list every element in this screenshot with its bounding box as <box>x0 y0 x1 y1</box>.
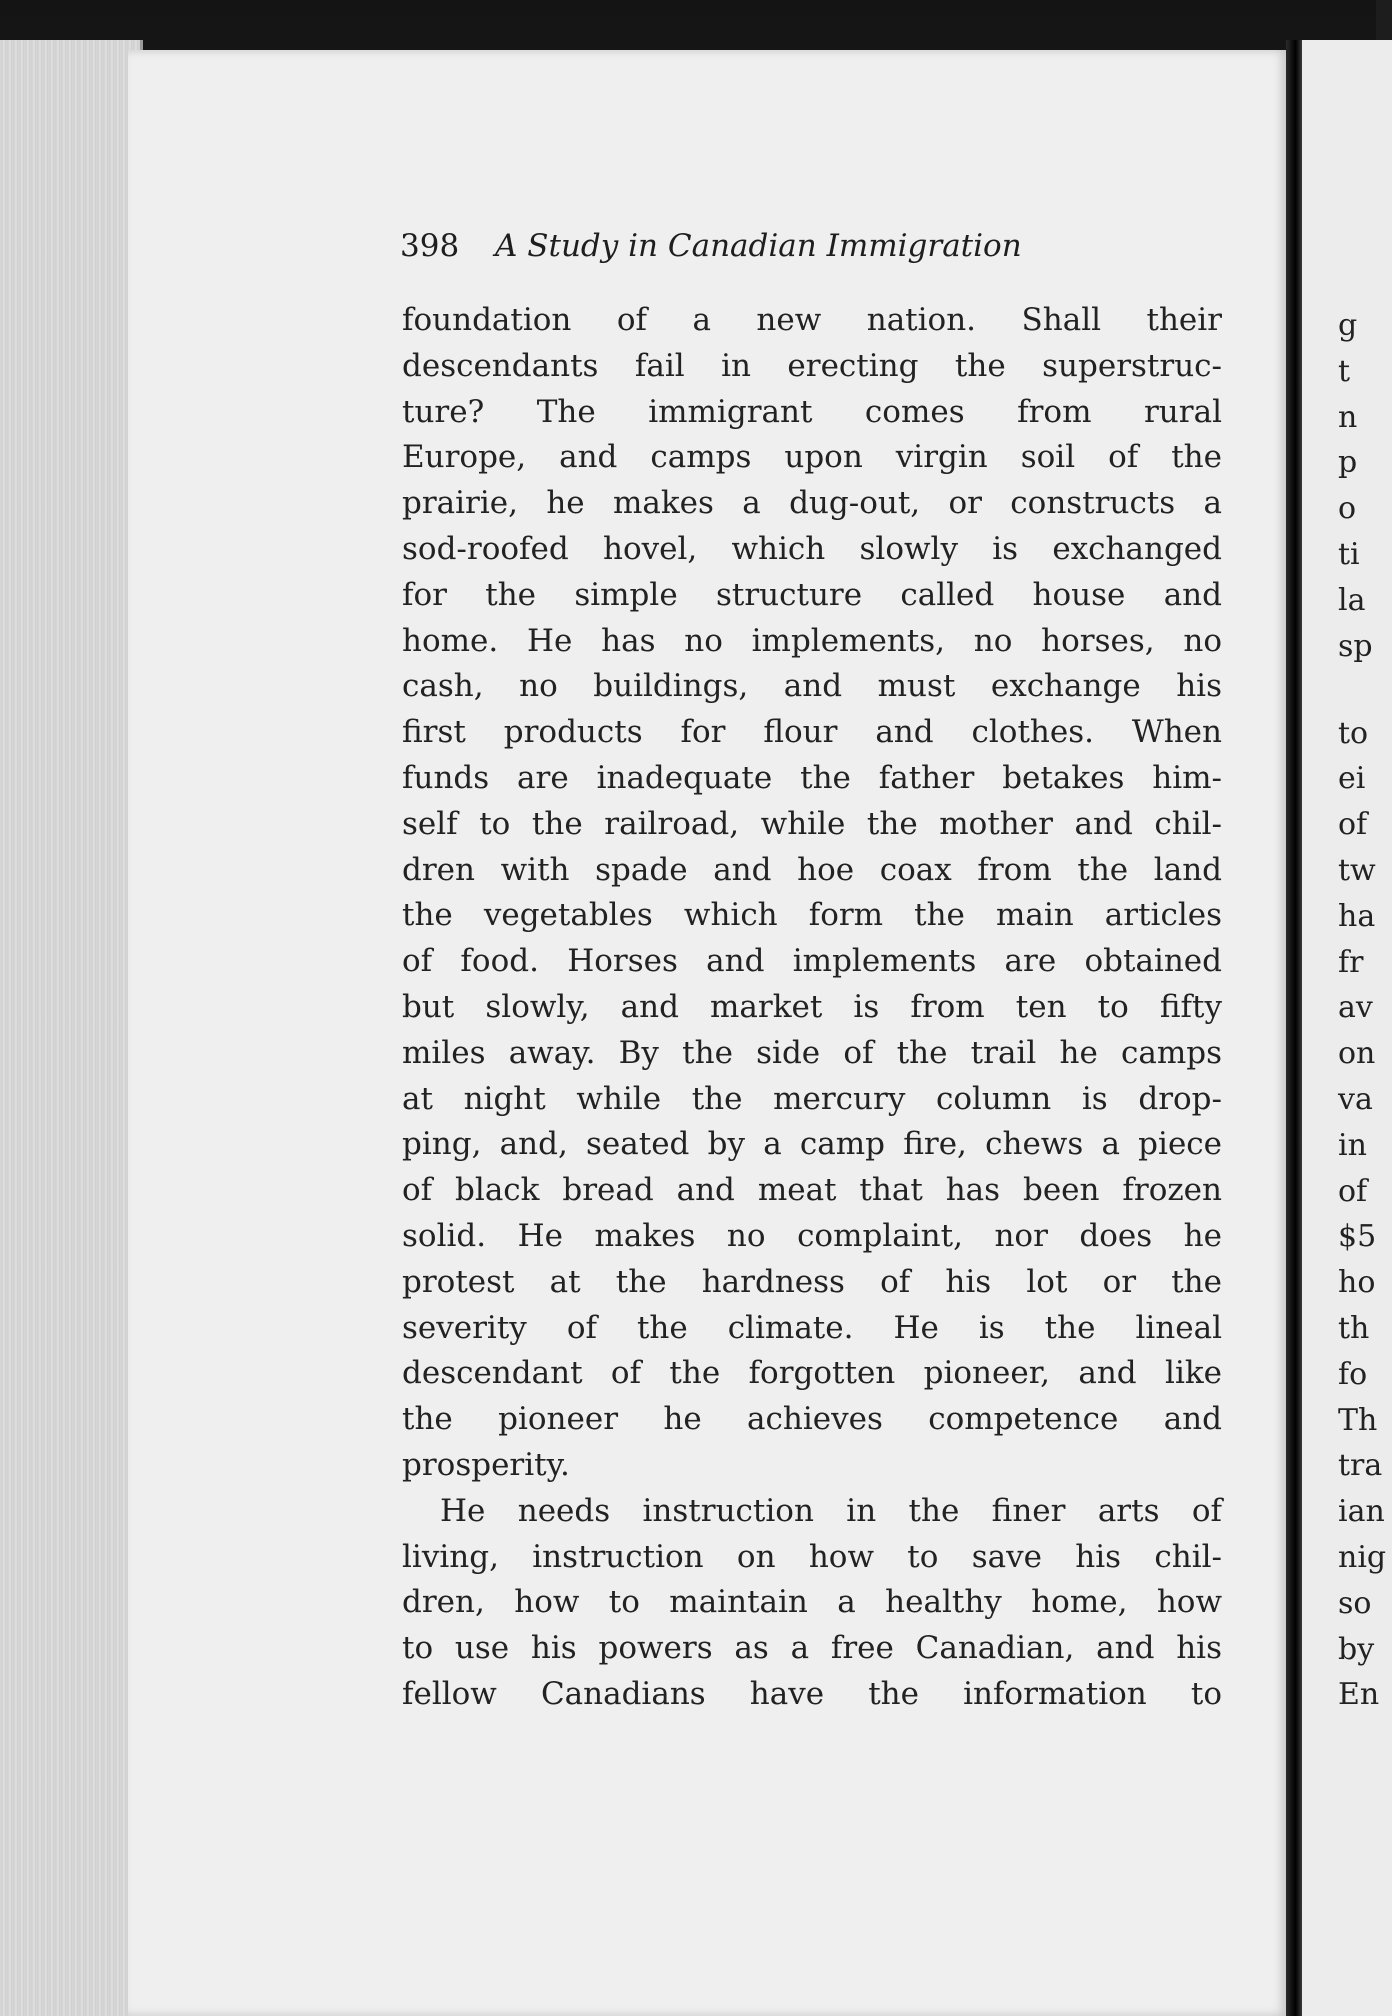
text-line: sod-roofed hovel, which slowly is exchanged <box>402 530 1222 567</box>
text-line: at night while the mercury column is drop- <box>402 1080 1222 1117</box>
text-line: but slowly, and market is from ten to fifty <box>402 988 1222 1025</box>
adjacent-page-line-fragment: ho <box>1338 1265 1376 1301</box>
book-gutter <box>1286 40 1302 2016</box>
adjacent-page-line-fragment: fo <box>1338 1356 1368 1392</box>
text-line: for the simple structure called house and <box>402 576 1222 613</box>
adjacent-page-line-fragment: p <box>1338 445 1358 481</box>
adjacent-page-line-fragment: t <box>1338 353 1351 389</box>
adjacent-page-line-fragment: th <box>1338 1311 1370 1347</box>
page-number: 398 <box>400 228 460 264</box>
text-line: dren with spade and hoe coax from the land <box>402 851 1222 888</box>
adjacent-page-line-fragment: En <box>1338 1677 1380 1713</box>
text-line: ture? The immigrant comes from rural <box>402 393 1222 430</box>
adjacent-page-line-fragment: fr <box>1338 944 1364 980</box>
adjacent-page-line-fragment: to <box>1338 715 1369 751</box>
adjacent-page-line-fragment: av <box>1338 990 1373 1026</box>
text-line: dren, how to maintain a healthy home, how <box>402 1584 1222 1621</box>
text-line: foundation of a new nation. Shall their <box>402 302 1222 338</box>
text-line: funds are inadequate the father betakes him- <box>402 759 1222 796</box>
text-line: miles away. By the side of the trail he camps <box>402 1034 1222 1071</box>
adjacent-page-line-fragment: by <box>1338 1631 1375 1667</box>
text-line: first products for flour and clothes. When <box>402 714 1222 751</box>
text-line: protest at the hardness of his lot or the <box>402 1263 1222 1300</box>
text-line: Europe, and camps upon virgin soil of the <box>402 439 1222 476</box>
text-line: self to the railroad, while the mother and chil- <box>402 805 1222 842</box>
adjacent-page-line-fragment: ha <box>1338 898 1376 934</box>
paragraph-end-line: prosperity. <box>402 1446 570 1483</box>
text-line: severity of the climate. He is the lineal <box>402 1309 1222 1346</box>
text-line: prairie, he makes a dug-out, or constructs a <box>402 485 1222 522</box>
text-line: of food. Horses and implements are obtained <box>402 943 1222 980</box>
adjacent-page-line-fragment: la <box>1338 582 1366 618</box>
text-line: the pioneer he achieves competence and <box>402 1401 1222 1438</box>
adjacent-page-line-fragment: Th <box>1338 1402 1378 1438</box>
adjacent-page-line-fragment: $5 <box>1338 1219 1377 1255</box>
adjacent-page-fragment <box>1302 40 1392 2016</box>
text-line: solid. He makes no complaint, nor does he <box>402 1217 1222 1254</box>
adjacent-page-line-fragment: of <box>1338 1173 1368 1209</box>
text-line: descendants fail in erecting the superstruc- <box>402 347 1222 384</box>
adjacent-page-line-fragment: n <box>1338 399 1358 435</box>
adjacent-page-line-fragment: tw <box>1338 853 1376 889</box>
book-page-edges <box>0 40 143 2016</box>
text-line: descendant of the forgotten pioneer, and like <box>402 1355 1222 1392</box>
adjacent-page-line-fragment: nig <box>1338 1540 1387 1576</box>
adjacent-page-line-fragment: of <box>1338 807 1368 843</box>
running-title: A Study in Canadian Immigration <box>495 228 1022 264</box>
text-line: living, instruction on how to save his chil- <box>402 1538 1222 1575</box>
adjacent-page-line-fragment: in <box>1338 1127 1367 1163</box>
text-line: home. He has no implements, no horses, no <box>402 622 1222 659</box>
adjacent-page-line-fragment: on <box>1338 1036 1376 1072</box>
text-line: of black bread and meat that has been frozen <box>402 1172 1222 1209</box>
paragraph-start-line: He needs instruction in the finer arts of <box>440 1492 1222 1529</box>
text-line: fellow Canadians have the information to <box>402 1675 1222 1712</box>
page-header <box>400 228 1140 272</box>
adjacent-page-line-fragment: ti <box>1338 537 1360 572</box>
text-line: the vegetables which form the main articles <box>402 897 1222 934</box>
text-line: ping, and, seated by a camp fire, chews a piece <box>402 1126 1222 1163</box>
body-text <box>402 298 1222 1718</box>
adjacent-page-line-fragment: o <box>1338 491 1357 527</box>
adjacent-page-line-fragment: g <box>1338 308 1358 343</box>
adjacent-page-line-fragment: ei <box>1338 761 1366 797</box>
adjacent-page-line-fragment: sp <box>1338 628 1373 664</box>
text-line: cash, no buildings, and must exchange his <box>402 668 1222 705</box>
text-line: to use his powers as a free Canadian, and his <box>402 1630 1222 1667</box>
adjacent-page-line-fragment: va <box>1338 1082 1373 1118</box>
adjacent-page-line-fragment: so <box>1338 1585 1372 1621</box>
adjacent-page-line-fragment: tra <box>1338 1448 1383 1484</box>
adjacent-page-line-fragment: ian <box>1338 1494 1385 1530</box>
